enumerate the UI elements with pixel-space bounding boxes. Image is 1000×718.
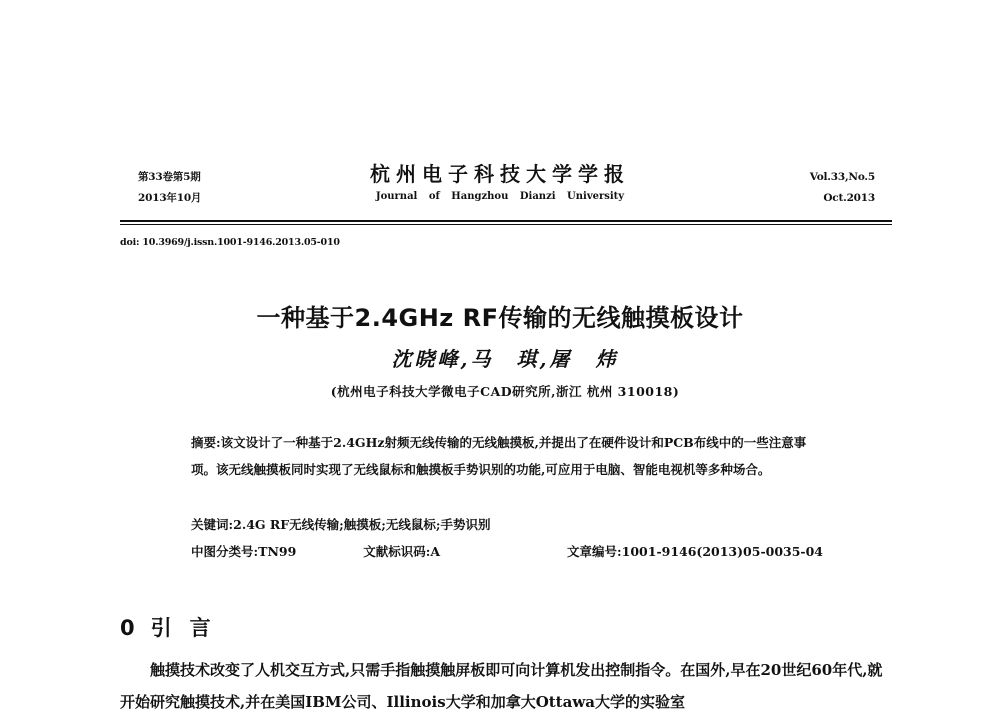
classification-row xyxy=(191,542,823,560)
journal-header xyxy=(300,160,700,202)
article-no-label: 文章编号 xyxy=(567,544,618,559)
document-code: 文献标识码:A xyxy=(363,544,441,559)
keywords-text: 2.4G RF无线传输;触摸板;无线鼠标;手势识别 xyxy=(233,517,491,532)
header-rule-thin xyxy=(120,224,892,225)
section-title: 引言 xyxy=(150,616,229,640)
journal-title-cn: 杭州电子科技大学学报 xyxy=(370,162,630,186)
header-left xyxy=(138,167,201,209)
clc-label: 中图分类号 xyxy=(191,544,254,559)
date-en: Oct.2013 xyxy=(823,192,875,204)
clc-value: TN99 xyxy=(258,544,297,559)
section-number: 0 xyxy=(120,616,135,640)
abstract-colon: : xyxy=(216,435,221,450)
article-number: 文章编号:1001-9146(2013)05-0035-04 xyxy=(567,544,823,559)
clc-code: 中图分类号:TN99 xyxy=(191,544,297,559)
keywords xyxy=(191,515,491,533)
doc-code-value: A xyxy=(430,544,441,559)
volume-cn: 第33卷第5期 xyxy=(138,171,201,183)
doi: doi: 10.3969/j.issn.1001-9146.2013.05-010 xyxy=(120,237,340,248)
abstract-label: 摘要 xyxy=(191,435,217,450)
header-right xyxy=(810,167,875,209)
journal-title-en: Journal of Hangzhou Dianzi University xyxy=(375,191,625,202)
abstract-text: 该文设计了一种基于2.4GHz射频无线传输的无线触摸板,并提出了在硬件设计和PCB布线中的一些注意事项。该无线触摸板同时实现了无线鼠标和触摸板手势识别的功能,可应用于电脑、智能电视机等多种场合。 xyxy=(191,435,807,477)
date-cn: 2013年10月 xyxy=(138,192,202,204)
volume-en: Vol.33,No.5 xyxy=(809,171,875,183)
keywords-colon: : xyxy=(228,517,234,532)
body-paragraph: 触摸技术改变了人机交互方式,只需手指触摸触屏板即可向计算机发出控制指令。在国外,早在20世纪60年代,就开始研究触摸技术,并在美国IBM公司、Illinois大学和加拿大Ottawa大学的实验室 xyxy=(120,661,883,711)
keywords-label: 关键词 xyxy=(191,517,229,532)
article-no-value: 1001-9146(2013)05-0035-04 xyxy=(621,544,823,559)
authors: 沈晓峰,马 琪,屠 炜 xyxy=(391,347,619,371)
section-heading xyxy=(120,612,229,642)
doc-code-label: 文献标识码 xyxy=(363,544,426,559)
header-rule-thick xyxy=(120,220,892,222)
abstract xyxy=(191,429,821,483)
article-title: 一种基于2.4GHz RF传输的无线触摸板设计 xyxy=(256,304,744,332)
affiliation: (杭州电子科技大学微电子CAD研究所,浙江 杭州 310018) xyxy=(330,384,680,399)
